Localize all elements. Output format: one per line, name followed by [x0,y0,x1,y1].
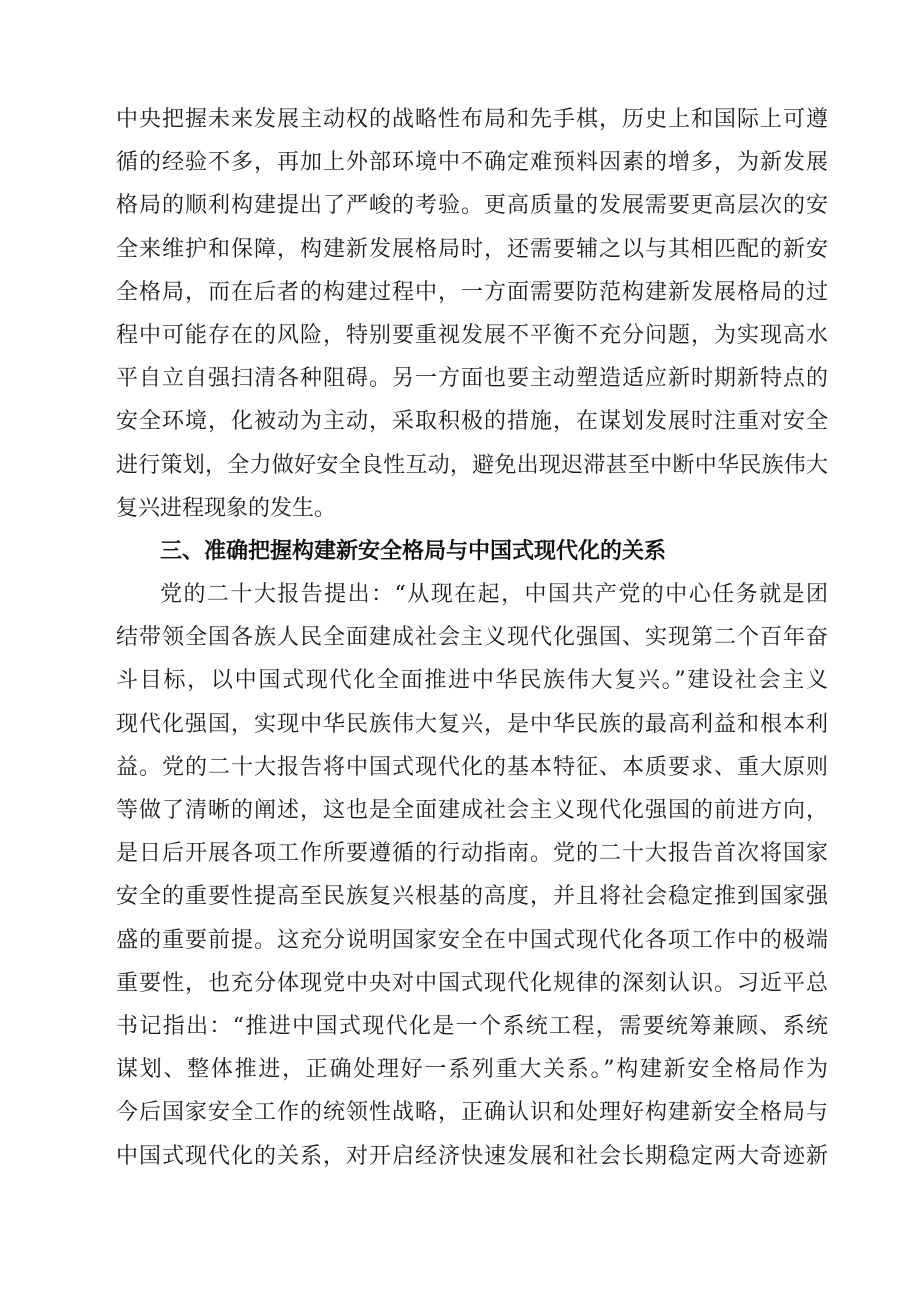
paragraph-line: 斗目标，以中国式现代化全面推进中华民族伟大复兴。”建设社会主义 [116,668,828,694]
paragraph-continued [116,98,828,530]
paragraph-line: 盛的重要前提。这充分说明国家安全在中国式现代化各项工作中的极端 [116,927,828,953]
paragraph-line: 谋划、整体推进，正确处理好一系列重大关系。”构建新安全格局作为 [116,1057,828,1083]
paragraph-line: 今后国家安全工作的统领性战略，正确认识和处理好构建新安全格局与 [116,1100,828,1126]
paragraph-line: 书记指出：“推进中国式现代化是一个系统工程，需要统筹兼顾、系统 [116,1013,828,1039]
paragraph-line: 中央把握未来发展主动权的战略性布局和先手棋，历史上和国际上可遵 [116,107,828,132]
section-heading: 三、准确把握构建新安全格局与中国式现代化的关系 [160,538,667,564]
paragraph-section-three [116,573,828,1178]
paragraph-line: 益。党的二十大报告将中国式现代化的基本特征、本质要求、重大原则 [116,754,828,780]
paragraph-line: 重要性，也充分体现党中央对中国式现代化规律的深刻认识。习近平总 [116,970,828,996]
paragraph-line: 复兴进程现象的发生。 [116,495,337,521]
paragraph-line: 结带领全国各族人民全面建成社会主义现代化强国、实现第二个百年奋 [116,625,828,651]
paragraph-line: 全来维护和保障，构建新发展格局时，还需要辅之以与其相匹配的新安 [116,236,828,262]
paragraph-line: 党的二十大报告提出：“从现在起，中国共产党的中心任务就是团 [160,582,828,608]
paragraph-line: 循的经验不多，再加上外部环境中不确定难预料因素的增多，为新发展 [116,150,828,176]
paragraph-line: 平自立自强扫清各种阻碍。另一方面也要主动塑造适应新时期新特点的 [116,366,828,392]
paragraph-line: 现代化强国，实现中华民族伟大复兴，是中华民族的最高利益和根本利 [116,711,828,737]
paragraph-line: 安全环境，化被动为主动，采取积极的措施，在谋划发展时注重对安全 [116,409,828,435]
document-body [116,98,828,1178]
paragraph-line: 中国式现代化的关系，对开启经济快速发展和社会长期稳定两大奇迹新 [116,1143,828,1169]
paragraph-line: 格局的顺利构建提出了严峻的考验。更高质量的发展需要更高层次的安 [116,193,828,219]
paragraph-line: 等做了清晰的阐述，这也是全面建成社会主义现代化强国的前进方向， [116,798,828,823]
paragraph-line: 进行策划，全力做好安全良性互动，避免出现迟滞甚至中断中华民族伟大 [116,452,828,478]
paragraph-line: 安全的重要性提高至民族复兴根基的高度，并且将社会稳定推到国家强 [116,884,828,910]
paragraph-line: 是日后开展各项工作所要遵循的行动指南。党的二十大报告首次将国家 [116,841,828,867]
paragraph-line: 全格局，而在后者的构建过程中，一方面需要防范构建新发展格局的过 [116,279,828,305]
paragraph-line: 程中可能存在的风险，特别要重视发展不平衡不充分问题，为实现高水 [116,322,828,348]
